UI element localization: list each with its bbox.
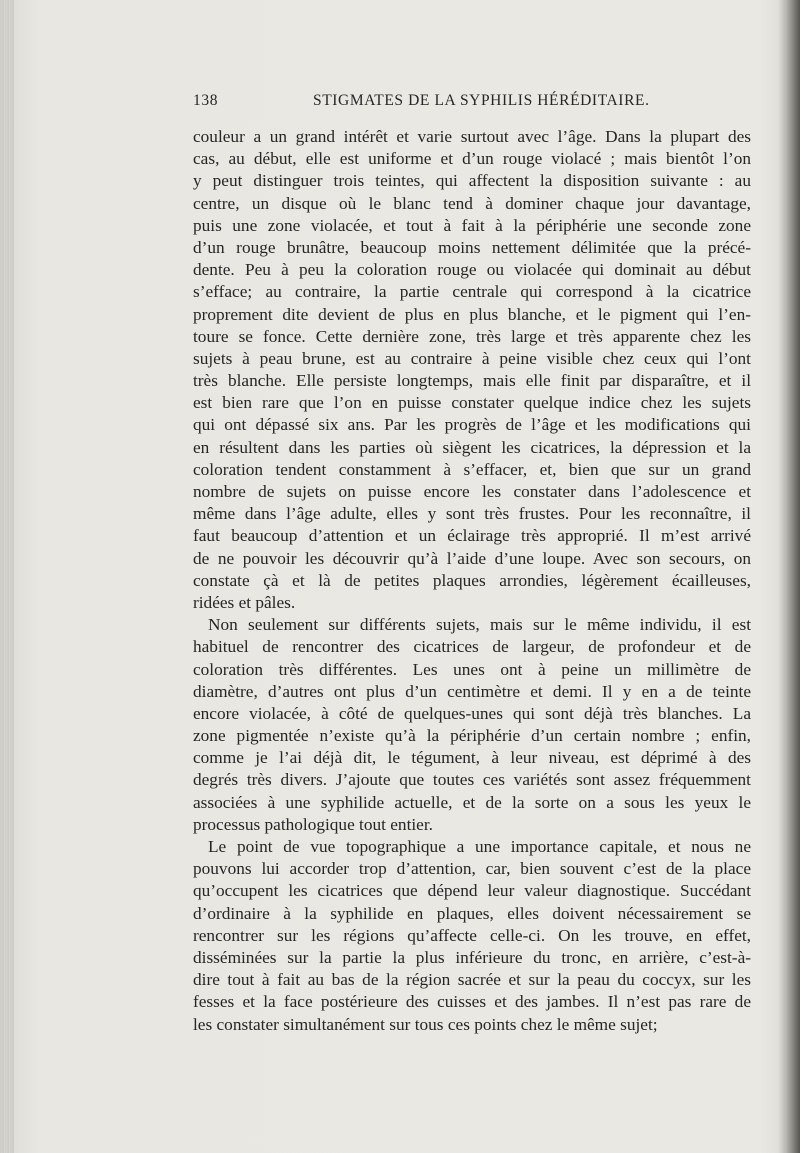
text-line: d’ordinaire à la syphilide en plaques, elles doivent nécessairement se bbox=[193, 903, 751, 923]
text-line: couleur a un grand intérêt et varie surtout avec l’âge. Dans la plupart des bbox=[193, 127, 751, 146]
text-line: pouvons lui accorder trop d’attention, car, bien souvent c’est de la place bbox=[193, 859, 751, 879]
running-title: STIGMATES DE LA SYPHILIS HÉRÉDITAIRE. bbox=[313, 92, 650, 109]
text-line: comme je l’ai déjà dit, le tégument, à leur niveau, est déprimé à des bbox=[193, 748, 751, 768]
page-header bbox=[193, 92, 753, 116]
page-shadow-edge bbox=[778, 0, 800, 1153]
text-line: coloration tendent constamment à s’effacer, et, bien que sur un grand bbox=[193, 459, 751, 479]
text-line: de ne pouvoir les découvrir qu’à l’aide d’une loupe. Avec son secours, on bbox=[193, 548, 751, 568]
text-line: centre, un disque où le blanc tend à dominer chaque jour davantage, bbox=[193, 193, 751, 213]
text-line: habituel de rencontrer des cicatrices de largeur, de profondeur et de bbox=[193, 637, 751, 657]
page-binding-edge bbox=[0, 0, 14, 1153]
body-text bbox=[193, 126, 751, 1036]
text-line: qu’occupent les cicatrices que dépend leur valeur diagnostique. Succédant bbox=[193, 881, 751, 901]
text-line: très blanche. Elle persiste longtemps, mais elle finit par disparaître, et il bbox=[193, 371, 751, 391]
text-line: encore violacée, à côté de quelques-unes qui sont déjà très blanches. La bbox=[193, 703, 751, 723]
text-line: coloration très différentes. Les unes ont à peine un millimètre de bbox=[193, 659, 751, 679]
text-line: nombre de sujets on puisse encore les constater dans l’adolescence et bbox=[193, 482, 751, 501]
text-line-paragraph-end: processus pathologique tout entier. bbox=[193, 814, 433, 834]
page-number: 138 bbox=[193, 92, 219, 109]
text-line: zone pigmentée n’existe qu’à la périphérie d’un certain nombre ; enfin, bbox=[193, 726, 751, 746]
text-line: fesses et la face postérieure des cuisses et des jambes. Il n’est pas rare de bbox=[193, 992, 751, 1012]
text-line: associées à une syphilide actuelle, et de la sorte on a sous les yeux le bbox=[193, 792, 751, 812]
text-line: y peut distinguer trois teintes, qui affectent la disposition suivante : au bbox=[193, 171, 751, 191]
text-line: rencontrer sur les régions qu’affecte celle-ci. On les trouve, en effet, bbox=[193, 925, 751, 945]
text-line: puis une zone violacée, et tout à fait à la périphérie une seconde zone bbox=[193, 215, 751, 235]
text-line: même dans l’âge adulte, elles y sont très frustes. Pour les reconnaître, il bbox=[193, 504, 751, 524]
text-line: d’un rouge brunâtre, beaucoup moins nettement délimitée que la précé- bbox=[193, 237, 751, 257]
text-line-paragraph-start: Le point de vue topographique a une importance capitale, et nous ne bbox=[208, 837, 751, 856]
text-line: faut beaucoup d’attention et un éclairage très approprié. Il m’est arrivé bbox=[193, 526, 751, 546]
text-line: cas, au début, elle est uniforme et d’un rouge violacé ; mais bientôt l’on bbox=[193, 149, 751, 169]
text-line: dente. Peu à peu la coloration rouge ou violacée qui dominait au début bbox=[193, 260, 751, 280]
text-line: constate çà et là de petites plaques arrondies, légèrement écailleuses, bbox=[193, 570, 751, 590]
text-line: les constater simultanément sur tous ces points chez le même sujet; bbox=[193, 1014, 658, 1034]
text-line: toure se fonce. Cette dernière zone, très large et très apparente chez les bbox=[193, 326, 751, 346]
text-line: est bien rare que l’on en puisse constater quelque indice chez les sujets bbox=[193, 393, 751, 413]
text-line: s’efface; au contraire, la partie centrale qui correspond à la cicatrice bbox=[193, 282, 751, 302]
text-line: disséminées sur la partie la plus inférieure du tronc, en arrière, c’est-à- bbox=[193, 947, 751, 967]
text-line: qui ont dépassé six ans. Par les progrès de l’âge et les modifications qui bbox=[193, 415, 751, 435]
text-line: degrés très divers. J’ajoute que toutes ces variétés sont assez fréquemment bbox=[193, 770, 751, 790]
text-line: sujets à peau brune, est au contraire à peine visible chez ceux qui l’ont bbox=[193, 348, 751, 368]
text-line: en résultent dans les parties où siègent les cicatrices, la dépression et la bbox=[193, 437, 751, 457]
text-line: diamètre, d’autres ont plus d’un centimètre et demi. Il y en a de teinte bbox=[193, 681, 751, 701]
text-line-paragraph-start: Non seulement sur différents sujets, mais sur le même individu, il est bbox=[208, 615, 751, 635]
text-line-paragraph-end: ridées et pâles. bbox=[193, 592, 296, 612]
text-line: dire tout à fait au bas de la région sacrée et sur la peau du coccyx, sur les bbox=[193, 970, 751, 990]
text-line: proprement dite devient de plus en plus blanche, et le pigment qui l’en- bbox=[193, 304, 751, 324]
